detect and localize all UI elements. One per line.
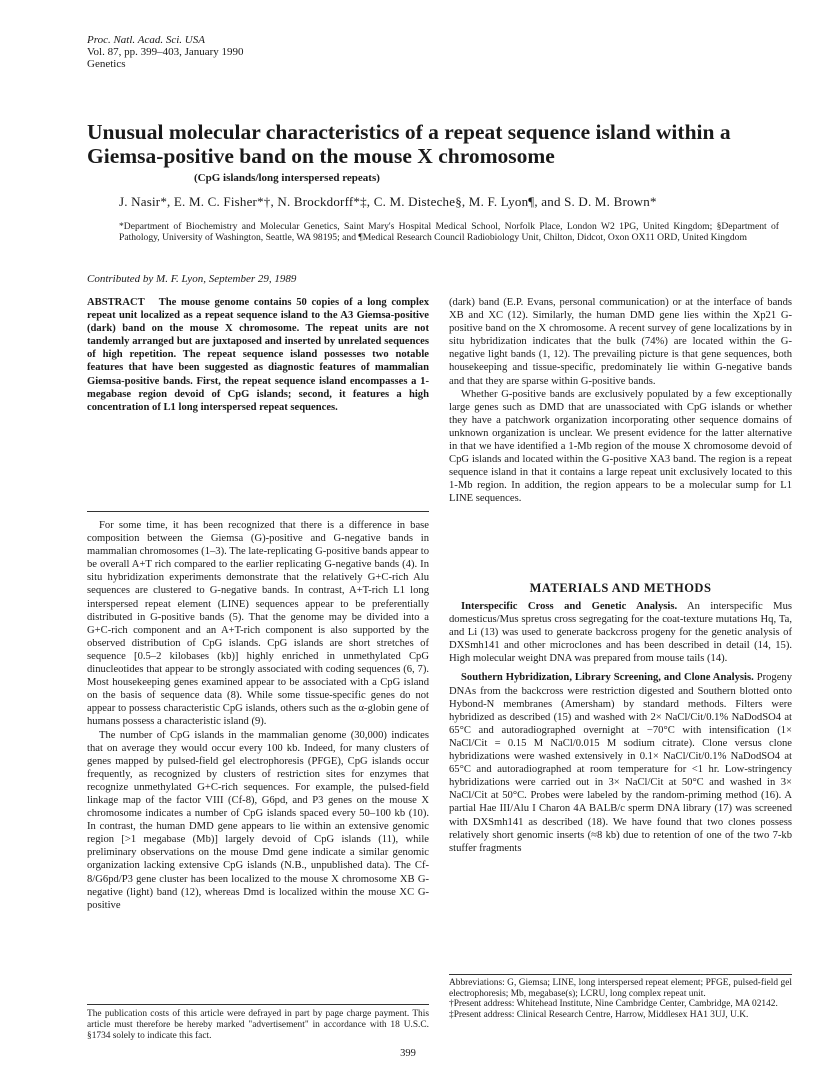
footnote-divider xyxy=(449,974,792,975)
section-heading: MATERIALS AND METHODS xyxy=(529,581,712,595)
footnotes xyxy=(449,978,792,1020)
journal-header xyxy=(87,34,244,70)
methods-paragraph: An interspecific Mus domesticus/Mus spretus cross segregating for the coat-texture mutations Hq, Ta, and Li (13) was used to generate backcross progeny for the genetic analysis of DXSmh141 and other microclones and has been described in detail (14, 15). High molecular weight DNA was prepared from mouse tails (14). xyxy=(449,601,792,665)
volume-info: Vol. 87, pp. 399–403, January 1990 xyxy=(87,46,244,58)
abstract-divider xyxy=(87,511,429,512)
abbreviations-note: Abbreviations: G, Giemsa; LINE, long interspersed repeat element; PFGE, pulsed-field gel electrophoresis; Mb, megabase(s); LCRU, long complex repeat unit. xyxy=(449,978,792,999)
journal-section: Genetics xyxy=(87,58,126,70)
author-list: J. Nasir*, E. M. C. Fisher*†, N. Brockdorff*‡, C. M. Disteche§, M. F. Lyon¶, and S. D. M. Brown* xyxy=(119,194,657,209)
abstract xyxy=(87,296,429,414)
left-column-body xyxy=(87,519,429,912)
body-paragraph: (dark) band (E.P. Evans, personal communication) or at the interface of bands XB and XC (12). Similarly, the human DMD gene lies within the Xp21 G-positive band on the X chromosome. A recent survey of gene localizations by in situ hybridization indicates that the bulk (74%) are located within the G-negative light bands (1, 12). The prevailing picture is that gene sequences, both housekeeping and tissue-specific, predominately lie within G-negative bands and that they are sparse within G-positive bands. xyxy=(449,297,792,387)
subsection-heading: Southern Hybridization, Library Screening, and Clone Analysis. xyxy=(461,672,754,684)
page-number: 399 xyxy=(400,1048,416,1059)
body-paragraph: The number of CpG islands in the mammalian genome (30,000) indicates that on average they would occur every 100 kb. Indeed, for many clusters of genes mapped by pulsed-field gel electrophoresis (PFGE), CpG islands occur frequently, as recognized by clusters of restriction sites for enzymes that recognize unmethylated G+C-rich sequences. For example, the pulsed-field linkage map of the factor VIII (Cf-8), G6pd, and P3 genes on the mouse X chromosome indicates a number of CpG islands spaced every 50–100 kb (10). In contrast, the human DMD gene appears to lie within an extensive genomic region [>1 megabase (Mb)] largely devoid of CpG islands (11), while preliminary observations on the mouse Dmd gene indicate a similar genomic organization lacking extensive CpG islands (N.B., unpublished data). The Cf-8/G6pd/P3 gene cluster has been localized to the mouse X chromosome XB G-negative (light) band (12), whereas Dmd is localized within the mouse XC G-positive xyxy=(87,729,429,911)
affiliations: *Department of Biochemistry and Molecular Genetics, Saint Mary's Hospital Medical School, Norfolk Place, London W2 1PG, United Kingdom; §Department of Pathology, University of Washington, Seattle, WA 98195; and ¶Medical Research Council Radiobiology Unit, Chilton, Didcot, Oxon OX11 ORD, United Kingdom xyxy=(119,221,779,243)
publication-cost-note: The publication costs of this article were defrayed in part by page charge payment. This article must therefore be hereby marked "advertisement" in accordance with 18 U.S.C. §1734 solely to indicate this fact. xyxy=(87,1009,429,1041)
right-column-body xyxy=(449,296,792,506)
article-title: Unusual molecular characteristics of a repeat sequence island within a Giemsa-positive band on the mouse X chromosome xyxy=(87,120,731,168)
abstract-text: The mouse genome contains 50 copies of a long complex repeat unit localized as a repeat sequence island to the A3 Giemsa-positive (dark) band on the mouse X chromosome. The repeat units are not tandemly arranged but are juxtaposed and inserted by unrelated sequences of high repetition. The repeat sequence island possesses two notable features that have been suggested as diagnostic features of mammalian Giemsa-positive bands. First, the repeat sequence island encompasses a 1-megabase region devoid of CpG islands; second, it features a high concentration of L1 long interspersed repeat sequences. xyxy=(87,297,429,413)
keywords: (CpG islands/long interspersed repeats) xyxy=(194,172,380,184)
methods-paragraph: Progeny DNAs from the backcross were restriction digested and Southern blotted onto Hybond-N membranes (Amersham) by standard methods. Filters were hybridized as described (15) and washed with 2× NaCl/Cit/0.1% NaDodSO4 at 65°C and autoradiographed overnight at −70°C with intensification (1× NaCl/Cit = 0.15 M NaCl/0.015 M sodium citrate). Clone versus clone hybridizations were washed extensively in 0.1× NaCl/Cit/0.1% NaDodSO4 at 65°C and autoradiographed at room temperature for <1 hr. Low-stringency hybridizations were carried out in 3× NaCl/Cit at 50°C and washed in 3× NaCl/Cit at 50°C. Probes were labeled by the random-priming method (16). A partial Hae III/Alu I Charon 4A BALB/c sperm DNA library (17) was screened with DXSmh141 as described (18). We have found that two clones possess relatively short genomic inserts (≈8 kb) due to retention of one of the two 7-kb stuffer fragments xyxy=(449,672,792,854)
abstract-label: ABSTRACT xyxy=(87,297,145,308)
methods-section xyxy=(449,600,792,861)
present-address-note: ‡Present address: Clinical Research Centre, Harrow, Middlesex HA1 3UJ, U.K. xyxy=(449,1009,749,1020)
subsection-heading: Interspecific Cross and Genetic Analysis. xyxy=(461,601,678,612)
contributed-by: Contributed by M. F. Lyon, September 29, 1989 xyxy=(87,273,297,285)
present-address-note: †Present address: Whitehead Institute, Nine Cambridge Center, Cambridge, MA 02142. xyxy=(449,999,778,1010)
journal-name: Proc. Natl. Acad. Sci. USA xyxy=(87,34,205,46)
footnote-divider xyxy=(87,1004,429,1005)
body-paragraph: For some time, it has been recognized that there is a difference in base composition between the Giemsa (G)-positive and G-negative bands in mammalian chromosomes (1–3). The late-replicating G-positive bands appear to be overall A+T rich compared to the earlier replicating G-negative bands (4). In situ hybridization experiments demonstrate that the relatively G+C-rich Alu sequences are clustered to G-negative bands. In contrast, A+T-rich L1 long interspersed repeat element (LINE) sequences appear to be preferentially distributed in G-positive bands (5). That the genome may be divided into a G+C-rich component and an A+T-rich component is also supported by the observed distribution of CpG islands. CpG islands are short stretches of sequence [0.5–2 kilobases (kb)] highly enriched in unmethylated CpG dinucleotides that appear to be strongly associated with coding sequences (6, 7). Most housekeeping genes examined appear to be associated with a CpG island on the basis of sequence data (8). While some tissue-specific genes do not appear to possess characteristic CpG islands, others such as the α-globin gene of humans possess a characteristic island (9). xyxy=(87,520,429,728)
body-paragraph: Whether G-positive bands are exclusively populated by a few exceptionally large genes such as DMD that are unassociated with CpG islands or whether they have a patchwork organization incorporating other sequence domains of unknown organization is unclear. We present evidence for the latter alternative in that we have identified a 1-Mb region of the mouse X chromosome devoid of CpG islands and located within the G-positive XA3 band. The region is a repeat sequence island in that it contains a large repeat unit exclusively located to this 1-Mb region. In addition, the region appears to be a molecular sump for L1 LINE sequences. xyxy=(449,388,792,505)
